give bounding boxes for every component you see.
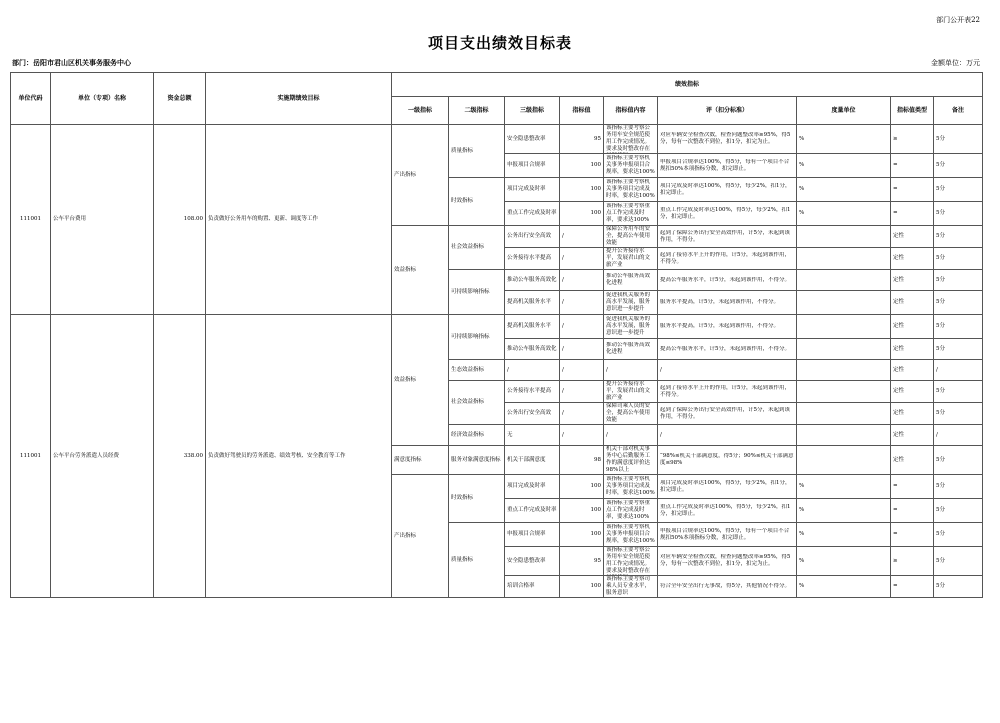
content-text: 推动公车服务高效化进程 (606, 273, 651, 286)
content-text: 该指标主要考察重点工作完成及时率，要求达100% (606, 500, 651, 520)
value-cell: 95 (560, 547, 604, 576)
type-cell: 定性 (891, 403, 934, 425)
content-cell (604, 178, 658, 202)
content-text: 该指标主要考察机关事务项目完成及时率，要求达100% (606, 476, 655, 496)
score-cell (658, 154, 797, 178)
project-amount: 338.00 (154, 315, 206, 598)
l3-cell: 重点工作完成及时率 (505, 499, 560, 523)
score-cell (658, 425, 797, 446)
note-cell: 5分 (934, 125, 983, 154)
value-cell: 100 (560, 523, 604, 547)
content-cell (604, 270, 658, 291)
measure-cell (797, 270, 891, 291)
type-cell: ≥ (891, 547, 934, 576)
score-text: 提高公车服务水平，计5分，未起到该作用，不得分。 (660, 345, 791, 352)
score-text: 重点工作完成及时率达100%，得5分，每少2%，扣1分，扣完即止。 (660, 206, 791, 220)
content-cell (604, 154, 658, 178)
measure-cell (797, 446, 891, 475)
content-cell (604, 315, 658, 339)
type-cell: = (891, 523, 934, 547)
score-cell (658, 178, 797, 202)
content-text: 提升公务接待水平，发展君山的文旅产业 (606, 248, 651, 268)
measure-cell: % (797, 154, 891, 178)
l3-cell: 无 (505, 425, 560, 446)
page-tag: 部门公开表22 (936, 16, 980, 24)
project-name: 公车平台费用 (51, 125, 154, 315)
l3-cell: 机关干部满意度 (505, 446, 560, 475)
type-cell: 定性 (891, 360, 934, 381)
content-cell (604, 446, 658, 475)
value-cell: 98 (560, 446, 604, 475)
l3-cell: 安全隐患整改率 (505, 547, 560, 576)
measure-cell (797, 248, 891, 270)
l3-cell: 推动公车服务高效化 (505, 270, 560, 291)
note-cell: 5分 (934, 270, 983, 291)
score-text: 申报项目合规率达100%，得5分，每有一个项目不合规扣50%本项指标分数，扣完即止。 (660, 158, 790, 172)
header-measure: 度量单位 (797, 97, 891, 125)
score-cell (658, 381, 797, 403)
l2-cell: 可持续影响指标 (449, 270, 505, 315)
content-text: 该指标主要考察机关事务申报项目合规率，要求达100% (606, 524, 655, 544)
type-cell: 定性 (891, 315, 934, 339)
score-text: 服务水平提高，计5分，未起到该作用，不得分。 (660, 299, 780, 305)
content-cell (604, 475, 658, 499)
content-text: 机关干部对机关事务中心后勤服务工作的满意度评价达98%以上 (606, 446, 651, 473)
note-cell: 5分 (934, 226, 983, 248)
content-cell (604, 547, 658, 576)
value-cell: / (560, 425, 604, 446)
l2-cell: 质量指标 (449, 523, 505, 598)
measure-cell (797, 339, 891, 360)
unit-label: 金额单位：万元 (931, 59, 980, 67)
value-cell: / (560, 291, 604, 315)
score-cell (658, 576, 797, 598)
header-note: 备注 (934, 97, 983, 125)
measure-cell (797, 315, 891, 339)
header-l3: 三级指标 (505, 97, 560, 125)
header-score: 评（扣分标准） (658, 97, 797, 125)
content-cell (604, 339, 658, 360)
note-cell: 5分 (934, 547, 983, 576)
project-code: 111001 (11, 315, 51, 598)
value-cell: 100 (560, 576, 604, 598)
score-cell (658, 202, 797, 226)
measure-cell (797, 291, 891, 315)
l1-cell: 产出指标 (392, 125, 449, 226)
l2-cell: 社会效益指标 (449, 381, 505, 425)
score-cell (658, 523, 797, 547)
content-cell (604, 576, 658, 598)
value-cell: 95 (560, 125, 604, 154)
score-text: 起到了接待水平上升的作用，计5分，未起到该作用，不得分。 (660, 384, 791, 398)
note-cell: 5分 (934, 523, 983, 547)
value-cell: / (560, 403, 604, 425)
value-cell: / (560, 315, 604, 339)
content-text: 该指标主要考察司乘人员专业水平，服务意识 (606, 576, 651, 596)
type-cell: = (891, 154, 934, 178)
score-text: 对应车辆安全检查次数，检查问题整改率≥95%，得5分，每有一次整改不到位，扣1分，扣完为止。 (660, 132, 791, 145)
content-text: 该指标主要考察机关事务申报项目合规率，要求达100% (606, 155, 655, 175)
l3-cell: 公务接待水平提高 (505, 248, 560, 270)
value-cell: / (560, 339, 604, 360)
project-amount: 108.00 (154, 125, 206, 315)
content-text: 该指标主要考察公务用车安全规范使用工作完成情况。要求及时整改存在 (606, 125, 651, 152)
measure-cell (797, 381, 891, 403)
measure-cell (797, 226, 891, 248)
measure-cell: % (797, 499, 891, 523)
header-type: 指标值类型 (891, 97, 934, 125)
measure-cell: % (797, 576, 891, 598)
score-text: 起到了保障公务出行安全高效作用，计5分，未起到该作用，不得分。 (660, 406, 791, 420)
page-title: 项目支出绩效目标表 (427, 34, 572, 52)
l3-cell: 公务出行安全高效 (505, 226, 560, 248)
l3-cell: 提高机关服务水平 (505, 291, 560, 315)
content-cell (604, 425, 658, 446)
project-target: 负责做好公务用车的购置、更新、调度等工作 (206, 125, 392, 315)
note-cell: 5分 (934, 576, 983, 598)
value-cell: / (560, 270, 604, 291)
l3-cell: / (505, 360, 560, 381)
note-cell: 5分 (934, 446, 983, 475)
value-cell: / (560, 381, 604, 403)
l2-cell: 社会效益指标 (449, 226, 505, 270)
l1-cell: 满意度指标 (392, 446, 449, 475)
score-text: 项目完成及时率达100%，得5分，每少2%，扣1分，扣完即止。 (660, 182, 791, 196)
type-cell: 定性 (891, 381, 934, 403)
content-text: 该指标主要考察重点工作完成及时率，要求达100% (606, 203, 651, 223)
score-text: 提高公车服务水平，计5分，未起到该作用，不得分。 (660, 276, 791, 283)
note-cell: 5分 (934, 381, 983, 403)
score-text: “98%≤机关干部满意度，得5分；90%≤机关干部满意度≤98% (660, 453, 794, 466)
score-cell (658, 475, 797, 499)
note-cell: 5分 (934, 178, 983, 202)
header-code: 单位代码 (11, 73, 51, 125)
l1-cell: 产出指标 (392, 475, 449, 598)
value-cell: 100 (560, 475, 604, 499)
content-text: / (606, 431, 608, 438)
content-text: 保障公务用车的安全，提高公车使用效能 (606, 226, 651, 246)
content-text: / (606, 366, 608, 373)
value-cell: 100 (560, 154, 604, 178)
score-cell (658, 446, 797, 475)
department-label: 部门：岳阳市君山区机关事务服务中心 (12, 58, 131, 67)
value-cell: / (560, 360, 604, 381)
content-cell (604, 499, 658, 523)
type-cell: = (891, 202, 934, 226)
l3-cell: 培训合格率 (505, 576, 560, 598)
content-cell (604, 226, 658, 248)
score-cell (658, 339, 797, 360)
content-text: 提升公务接待水平，发展君山的文旅产业 (606, 381, 651, 401)
note-cell: 5分 (934, 248, 983, 270)
score-cell (658, 291, 797, 315)
l3-cell: 申报项目合规率 (505, 523, 560, 547)
content-cell (604, 248, 658, 270)
score-text: / (660, 366, 662, 373)
value-cell: 100 (560, 202, 604, 226)
project-name: 公车平台劳务派遣人员经费 (51, 315, 154, 598)
measure-cell: % (797, 523, 891, 547)
l1-cell: 效益指标 (392, 226, 449, 315)
l3-cell: 安全隐患整改率 (505, 125, 560, 154)
measure-cell (797, 425, 891, 446)
header-l1: 一级指标 (392, 97, 449, 125)
header-perf: 绩效指标 (392, 73, 983, 97)
content-text: 该指标主要考察机关事务项目完成及时率，要求达100% (606, 179, 655, 199)
score-cell (658, 248, 797, 270)
content-text: 促进我机关服务的高水平发展，服务意识进一步提升 (606, 292, 651, 312)
header-amount: 资金总额 (154, 73, 206, 125)
score-text: 项目完成及时率达100%，得5分，每少2%，扣1分，扣完即止。 (660, 479, 791, 493)
measure-cell (797, 403, 891, 425)
l2-cell: 经济效益指标 (449, 425, 505, 446)
content-text: 推动公车服务高效化进程 (606, 342, 651, 355)
header-target: 实施期绩效目标 (206, 73, 392, 125)
note-cell: / (934, 360, 983, 381)
l3-cell: 公务出行安全高效 (505, 403, 560, 425)
project-code: 111001 (11, 125, 51, 315)
l2-cell: 生态效益指标 (449, 360, 505, 381)
type-cell: 定性 (891, 446, 934, 475)
header-content: 指标值内容 (604, 97, 658, 125)
value-cell: / (560, 248, 604, 270)
type-cell: = (891, 576, 934, 598)
l3-cell: 公务接待水平提高 (505, 381, 560, 403)
measure-cell: % (797, 202, 891, 226)
value-cell: 100 (560, 499, 604, 523)
score-text: 对应车辆安全检查次数，检查问题整改率≥95%，得5分，每有一次整改不到位，扣1分，扣完为止。 (660, 554, 791, 567)
type-cell: 定性 (891, 248, 934, 270)
note-cell: 5分 (934, 475, 983, 499)
project-target: 负责做好驾驶员的劳务派遣、绩效考核、安全教育等工作 (206, 315, 392, 598)
content-cell (604, 291, 658, 315)
score-text: 起到了保障公务出行安全高效作用，计5分，未起到该作用，不得分。 (660, 229, 791, 243)
score-cell (658, 315, 797, 339)
l3-cell: 重点工作完成及时率 (505, 202, 560, 226)
note-cell: 5分 (934, 403, 983, 425)
l2-cell: 可持续影响指标 (449, 315, 505, 360)
content-text: 保障司乘人员的安全，提高公车使用效能 (606, 403, 651, 423)
type-cell: 定性 (891, 226, 934, 248)
score-text: 重点工作完成及时率达100%，得5分，每少2%，扣1分，扣完即止。 (660, 503, 791, 517)
l1-cell: 效益指标 (392, 315, 449, 446)
l3-cell: 申报项目合规率 (505, 154, 560, 178)
score-text: 符合全年安全出行无事故，得5分，其他情况不得分。 (660, 583, 791, 589)
measure-cell: % (797, 475, 891, 499)
note-cell: / (934, 425, 983, 446)
content-cell (604, 125, 658, 154)
value-cell: 100 (560, 178, 604, 202)
header-value: 指标值 (560, 97, 604, 125)
type-cell: 定性 (891, 425, 934, 446)
measure-cell (797, 360, 891, 381)
score-cell (658, 226, 797, 248)
note-cell: 5分 (934, 339, 983, 360)
l2-cell: 服务对象满意度指标 (449, 446, 505, 475)
score-cell (658, 360, 797, 381)
type-cell: ≥ (891, 125, 934, 154)
content-cell (604, 360, 658, 381)
type-cell: = (891, 178, 934, 202)
score-cell (658, 270, 797, 291)
l2-cell: 时效指标 (449, 178, 505, 226)
score-cell (658, 547, 797, 576)
table-row (11, 315, 983, 339)
score-cell (658, 499, 797, 523)
l3-cell: 项目完成及时率 (505, 475, 560, 499)
content-cell (604, 403, 658, 425)
l3-cell: 提高机关服务水平 (505, 315, 560, 339)
score-text: 起到了接待水平上升的作用，计5分，未起到该作用，不得分。 (660, 251, 791, 265)
note-cell: 5分 (934, 202, 983, 226)
type-cell: 定性 (891, 339, 934, 360)
content-text: 该指标主要考察公务用车安全规范使用工作完成情况。要求及时整改存在 (606, 547, 651, 574)
l2-cell: 质量指标 (449, 125, 505, 178)
note-cell: 5分 (934, 315, 983, 339)
score-text: 服务水平提高，计5分，未起到该作用，不得分。 (660, 323, 780, 329)
note-cell: 5分 (934, 291, 983, 315)
measure-cell: % (797, 125, 891, 154)
type-cell: = (891, 475, 934, 499)
score-text: 申报项目合规率达100%，得5分，每有一个项目不合规扣50%本项指标分数，扣完即止。 (660, 527, 790, 541)
score-text: / (660, 431, 662, 438)
header-name: 单位（专项）名称 (51, 73, 154, 125)
value-cell: / (560, 226, 604, 248)
measure-cell: % (797, 547, 891, 576)
content-cell (604, 202, 658, 226)
type-cell: 定性 (891, 270, 934, 291)
performance-table (10, 72, 983, 598)
content-cell (604, 523, 658, 547)
score-cell (658, 403, 797, 425)
measure-cell: % (797, 178, 891, 202)
type-cell: = (891, 499, 934, 523)
content-cell (604, 381, 658, 403)
l3-cell: 推动公车服务高效化 (505, 339, 560, 360)
note-cell: 5分 (934, 154, 983, 178)
score-cell (658, 125, 797, 154)
l3-cell: 项目完成及时率 (505, 178, 560, 202)
content-text: 促进我机关服务的高水平发展，服务意识进一步提升 (606, 316, 651, 336)
type-cell: 定性 (891, 291, 934, 315)
note-cell: 5分 (934, 499, 983, 523)
l2-cell: 时效指标 (449, 475, 505, 523)
header-l2: 二级指标 (449, 97, 505, 125)
table-row (11, 125, 983, 154)
